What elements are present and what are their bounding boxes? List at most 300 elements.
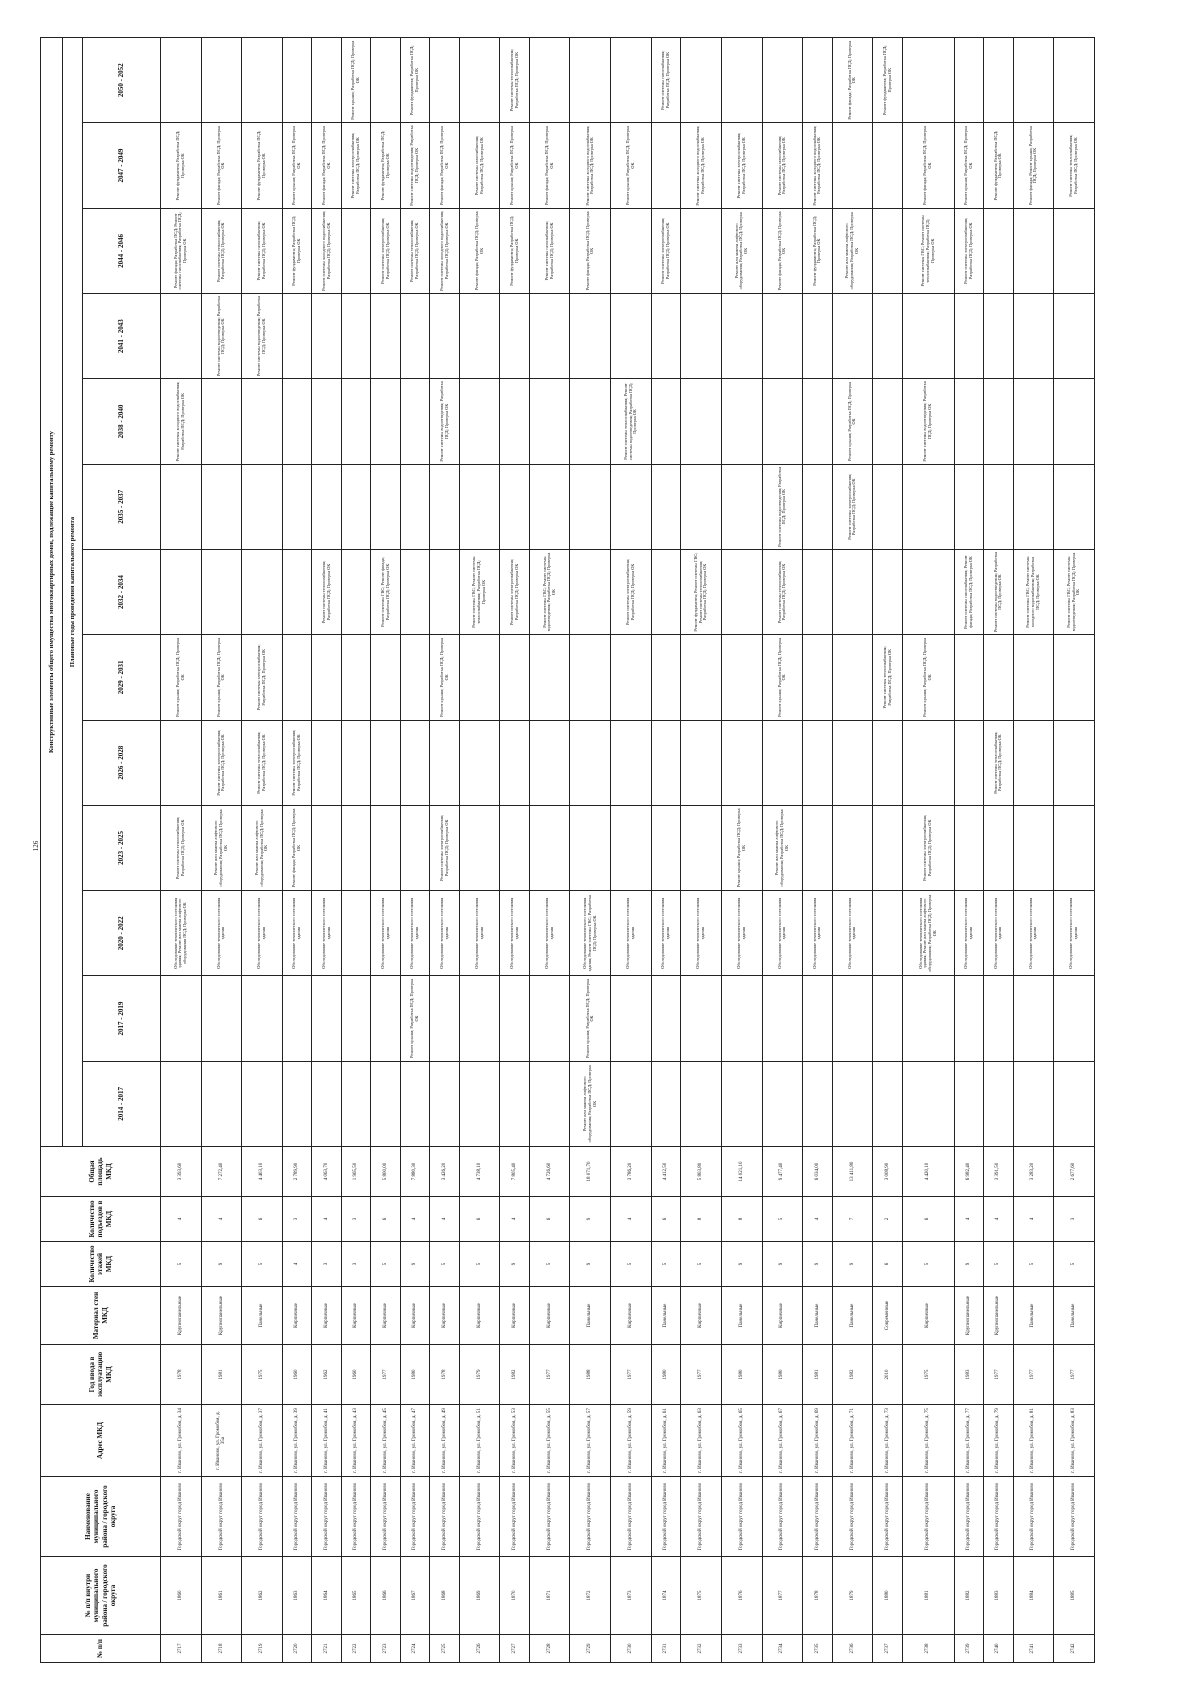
repair-work-cell [803, 1061, 832, 1146]
floors-cell: 5 [984, 1242, 1013, 1287]
year-cell: 1977 [681, 1345, 722, 1405]
area-cell: 5 800,00 [371, 1147, 400, 1197]
area-cell: 2 789,90 [282, 1147, 311, 1197]
repair-work-cell: Ремонт крыши; Разработка ПСД; Проверка ОК [721, 805, 762, 890]
repair-work-cell [762, 720, 803, 805]
repair-work-cell [529, 1061, 570, 1146]
repair-work-cell [341, 1061, 370, 1146]
address-cell: г. Иваново, ул. Громобоя, д. 37 [242, 1405, 283, 1477]
material-cell: Панельные [803, 1287, 832, 1345]
repair-work-cell [1013, 464, 1054, 549]
row-sub-number: 1878 [803, 1557, 832, 1635]
material-cell: Панельные [721, 1287, 762, 1345]
repair-work-cell [161, 294, 202, 379]
repair-work-cell: Ремонт крыши; Разработка ПСД; Проверка ОК [341, 38, 370, 123]
repair-work-cell [570, 379, 611, 464]
material-cell: Панельные [1054, 1287, 1095, 1345]
repair-work-cell [651, 720, 680, 805]
repair-work-cell: Ремонт системы ГВС; Ремонт системы холодного водоснабжения; Разработка ПСД; Проверка ОК [1013, 549, 1054, 634]
entrances-cell: 4 [500, 1197, 529, 1242]
repair-work-cell: Ремонт системы газоснабжения; Разработка ПСД; Проверка ОК [529, 208, 570, 293]
repair-work-cell [1054, 1061, 1095, 1146]
year-cell: 1988 [570, 1345, 611, 1405]
repair-work-cell [611, 720, 652, 805]
repair-work-cell: Ремонт крыши; Разработка ПСД; Проверка ОК [570, 976, 611, 1061]
period-header: 2020 - 2022 [83, 891, 161, 976]
repair-work-cell: Ремонт или замена лифтового оборудования; Разработка ПСД; Проверка ОК [762, 805, 803, 890]
repair-work-cell [803, 38, 832, 123]
repair-work-cell [832, 635, 873, 720]
area-cell: 3 391,50 [984, 1147, 1013, 1197]
table-row [954, 38, 983, 1663]
entrances-cell: 5 [762, 1197, 803, 1242]
repair-work-cell [1054, 635, 1095, 720]
entrances-cell: 4 [161, 1197, 202, 1242]
repair-work-cell [1013, 805, 1054, 890]
repair-work-cell [500, 805, 529, 890]
repair-work-cell [500, 720, 529, 805]
capital-repair-table [40, 37, 1095, 1663]
row-sub-number: 1873 [611, 1557, 652, 1635]
repair-work-cell [400, 720, 429, 805]
repair-work-cell: Ремонт фундамента; Разработка ПСД; Проверка ОК [873, 38, 902, 123]
repair-work-cell: Обследование технического состояния здания [282, 891, 311, 976]
period-header: 2017 - 2019 [83, 976, 161, 1061]
repair-work-cell [721, 635, 762, 720]
area-cell: 3 786,20 [611, 1147, 652, 1197]
repair-work-cell [400, 635, 429, 720]
table-row [430, 38, 459, 1663]
repair-work-cell [721, 1061, 762, 1146]
repair-work-cell [873, 379, 902, 464]
address-cell: г. Иваново, ул. Громобоя, д. 65 [721, 1405, 762, 1477]
row-number: 2739 [954, 1635, 983, 1663]
floors-cell: 5 [242, 1242, 283, 1287]
row-number: 2734 [762, 1635, 803, 1663]
row-sub-number: 1874 [651, 1557, 680, 1635]
repair-work-cell: Ремонт системы теплоснабжения; Разработка ПСД; Проверка ОК [1054, 123, 1095, 208]
repair-work-cell [430, 294, 459, 379]
row-number: 2731 [651, 1635, 680, 1663]
year-cell: 1977 [529, 1345, 570, 1405]
repair-work-cell [242, 38, 283, 123]
entrances-cell: 4 [803, 1197, 832, 1242]
repair-work-cell [529, 294, 570, 379]
col-header-floors: Количество этажей МКД [41, 1242, 161, 1287]
repair-work-cell: Ремонт системы водоотведения; Разработка ПСД; Проверка ОК [430, 379, 459, 464]
table-row [400, 38, 429, 1663]
repair-work-cell: Ремонт системы ГВС; Ремонт системы теплоснабжения; Разработка ПСД; Проверка ОК [459, 549, 500, 634]
repair-work-cell [681, 294, 722, 379]
material-cell: Кирпичные [529, 1287, 570, 1345]
floors-cell: 9 [721, 1242, 762, 1287]
repair-work-cell: Ремонт системы водоотведения; Разработка ПСД; Проверка ОК [984, 549, 1013, 634]
repair-work-cell: Ремонт крыши; Разработка ПСД; Проверка ОК [400, 976, 429, 1061]
address-cell: г. Иваново, ул. Громобоя, д. 39 [282, 1405, 311, 1477]
repair-work-cell [201, 464, 242, 549]
repair-work-cell: Ремонт системы теплоснабжения; Ремонт системы водоотведения; Разработка ПСД; Проверка ОК [611, 379, 652, 464]
repair-work-cell: Ремонт фасада; Разработка ПСД; Ремонт системы газоснабжения; Разработка ПСД; Проверка ОК [161, 208, 202, 293]
repair-work-cell: Ремонт системы электроснабжения; Разработка ПСД; Проверка ОК [902, 805, 954, 890]
row-number: 2733 [721, 1635, 762, 1663]
repair-work-cell: Обследование технического состояния здания [400, 891, 429, 976]
repair-work-cell [651, 635, 680, 720]
repair-work-cell [161, 720, 202, 805]
district-cell: Городской округ город Иваново [400, 1477, 429, 1557]
repair-work-cell [371, 720, 400, 805]
repair-work-cell [1054, 805, 1095, 890]
repair-work-cell [341, 891, 370, 976]
repair-work-cell [832, 1061, 873, 1146]
repair-work-cell: Ремонт системы электроснабжения; Разработка ПСД; Проверка ОК [651, 208, 680, 293]
address-cell: г. Иваново, ул. Громобоя, д. 63 [681, 1405, 722, 1477]
entrances-cell: 2 [873, 1197, 902, 1242]
floors-cell: 9 [762, 1242, 803, 1287]
year-cell: 1962 [312, 1345, 341, 1405]
repair-work-cell [681, 635, 722, 720]
repair-work-cell: Ремонт системы водоотведения; Разработка ПСД; Проверка ОК [242, 294, 283, 379]
repair-work-cell [902, 720, 954, 805]
repair-work-cell [400, 379, 429, 464]
repair-work-cell [430, 549, 459, 634]
year-cell: 1978 [161, 1345, 202, 1405]
address-cell: г. Иваново, ул. Громобоя, д. 75 [902, 1405, 954, 1477]
repair-work-cell: Ремонт крыши; Разработка ПСД; Проверка ОК [832, 379, 873, 464]
repair-work-cell: Ремонт системы ГВС; Ремонт фасада; Разработка ПСД; Проверка ОК [371, 549, 400, 634]
repair-work-cell [873, 549, 902, 634]
year-cell: 1980 [762, 1345, 803, 1405]
district-cell: Городской округ город Иваново [371, 1477, 400, 1557]
repair-work-cell [681, 976, 722, 1061]
repair-work-cell [282, 1061, 311, 1146]
repair-work-cell: Ремонт системы ГВС; Ремонт системы водоотведения; Разработка ПСД; Проверка ОК [1054, 549, 1095, 634]
table-row [762, 38, 803, 1663]
repair-work-cell: Ремонт крыши; Разработка ПСД; Проверка ОК [762, 635, 803, 720]
repair-work-cell: Обследование технического состояния здания [529, 891, 570, 976]
row-number: 2722 [341, 1635, 370, 1663]
repair-work-cell [341, 976, 370, 1061]
repair-work-cell [400, 805, 429, 890]
year-cell: 1960 [341, 1345, 370, 1405]
floors-cell: 9 [954, 1242, 983, 1287]
period-header: 2026 - 2028 [83, 720, 161, 805]
repair-work-cell [832, 720, 873, 805]
page-number: 126 [32, 840, 40, 852]
period-header: 2038 - 2040 [83, 379, 161, 464]
row-sub-number: 1863 [282, 1557, 311, 1635]
repair-work-cell [651, 549, 680, 634]
table-row [681, 38, 722, 1663]
repair-work-cell: Обследование технического состояния здания [721, 891, 762, 976]
repair-work-cell: Ремонт системы ГВС; Ремонт системы водоотведения; Разработка ПСД; Проверка ОК [529, 549, 570, 634]
table-row [984, 38, 1013, 1663]
repair-work-cell [371, 294, 400, 379]
repair-work-cell [984, 38, 1013, 123]
floors-cell: 5 [611, 1242, 652, 1287]
row-sub-number: 1875 [681, 1557, 722, 1635]
floors-cell: 5 [651, 1242, 680, 1287]
floors-cell: 3 [341, 1242, 370, 1287]
material-cell: Панельные [1013, 1287, 1054, 1345]
period-header: 2041 - 2043 [83, 294, 161, 379]
repair-work-cell [371, 1061, 400, 1146]
year-cell: 1981 [201, 1345, 242, 1405]
repair-work-cell [459, 720, 500, 805]
repair-work-cell [529, 720, 570, 805]
entrances-cell: 4 [984, 1197, 1013, 1242]
repair-work-cell [459, 38, 500, 123]
year-cell: 1975 [242, 1345, 283, 1405]
repair-work-cell [803, 805, 832, 890]
repair-work-cell [902, 976, 954, 1061]
repair-work-cell [832, 549, 873, 634]
repair-work-cell [984, 294, 1013, 379]
repair-work-cell [1013, 635, 1054, 720]
repair-work-cell [721, 976, 762, 1061]
material-cell: Кирпичные [902, 1287, 954, 1345]
repair-work-cell [984, 805, 1013, 890]
col-header-material: Материал стен МКД [41, 1287, 161, 1345]
entrances-cell: 4 [312, 1197, 341, 1242]
repair-work-cell [803, 464, 832, 549]
repair-work-cell: Ремонт системы холодного водоснабжения; Разработка ПСД; Проверка ОК [161, 379, 202, 464]
repair-work-cell [371, 635, 400, 720]
repair-work-cell: Ремонт фундамента; Разработка ПСД; Проверка ОК [282, 208, 311, 293]
row-sub-number: 1868 [430, 1557, 459, 1635]
period-header: 2044 - 2046 [83, 208, 161, 293]
repair-work-cell: Ремонт фасада; Разработка ПСД; Проверка ОК [201, 123, 242, 208]
repair-work-cell [984, 379, 1013, 464]
period-header: 2029 - 2031 [83, 635, 161, 720]
district-cell: Городской округ город Иваново [570, 1477, 611, 1557]
repair-work-cell: Обследование технического состояния здания; Ремонт или замена лифтового оборудования ПСД; Проверка ОК [161, 891, 202, 976]
repair-work-cell [312, 1061, 341, 1146]
floors-cell: 9 [500, 1242, 529, 1287]
repair-work-cell: Ремонт системы холодного водоснабжения; Разработка ПСД; Проверка ОК [570, 123, 611, 208]
repair-work-cell: Обследование технического состояния здания [954, 891, 983, 976]
repair-work-cell [651, 805, 680, 890]
repair-work-cell [762, 976, 803, 1061]
repair-work-cell [201, 1061, 242, 1146]
repair-work-cell [529, 379, 570, 464]
floors-cell: 5 [371, 1242, 400, 1287]
repair-work-cell [529, 805, 570, 890]
repair-work-cell [832, 294, 873, 379]
repair-work-cell: Ремонт системы водоотведения; Разработка ПСД; Проверка ОК [400, 123, 429, 208]
area-cell: 4 403,10 [242, 1147, 283, 1197]
address-cell: г. Иваново, ул. Громобоя, д. 67 [762, 1405, 803, 1477]
repair-work-cell [312, 294, 341, 379]
repair-work-cell: Обследование технического состояния здания [201, 891, 242, 976]
repair-work-cell: Ремонт крыши; Разработка ПСД; Проверка ОК [430, 635, 459, 720]
repair-work-cell [651, 123, 680, 208]
repair-work-cell: Ремонт системы электроснабжения; Разработка ПСД; Проверка ОК [242, 635, 283, 720]
repair-work-cell [954, 38, 983, 123]
repair-work-cell [242, 976, 283, 1061]
repair-work-cell [201, 379, 242, 464]
repair-work-cell [312, 805, 341, 890]
repair-work-cell [873, 1061, 902, 1146]
area-cell: 4 738,10 [459, 1147, 500, 1197]
repair-work-cell [954, 294, 983, 379]
address-cell: г. Иваново, ул. Громобоя, д. 83 [1054, 1405, 1095, 1477]
table-row [161, 38, 202, 1663]
material-cell: Панельные [570, 1287, 611, 1345]
district-cell: Городской округ город Иваново [1013, 1477, 1054, 1557]
group-title: Конструктивные элементы общего имущества многоквартирных домов, подлежащие капитальному ремонту [41, 38, 63, 1147]
repair-work-cell [1013, 720, 1054, 805]
address-cell: г. Иваново, ул. Громобоя, д. 59 [611, 1405, 652, 1477]
repair-work-cell: Ремонт системы ГВС; Ремонт системы теплоснабжения; Разработка ПСД; Проверка ОК [902, 208, 954, 293]
repair-work-cell [570, 38, 611, 123]
repair-work-cell: Ремонт крыши; Разработка ПСД; Проверка ОК [954, 123, 983, 208]
floors-cell: 9 [400, 1242, 429, 1287]
repair-work-cell: Обследование технического состояния здания [371, 891, 400, 976]
district-cell: Городской округ город Иваново [954, 1477, 983, 1557]
col-header-year: Год ввода в эксплуатацию МКД [41, 1345, 161, 1405]
year-cell: 2010 [873, 1345, 902, 1405]
repair-work-cell [832, 976, 873, 1061]
table-row [282, 38, 311, 1663]
repair-work-cell: Ремонт системы электроснабжения; Разработка ПСД; Проверка ОК [371, 208, 400, 293]
repair-work-cell: Ремонт системы холодного водоснабжения; Разработка ПСД; Проверка ОК [681, 123, 722, 208]
year-cell: 1977 [1013, 1345, 1054, 1405]
repair-work-cell [529, 976, 570, 1061]
repair-work-cell [400, 549, 429, 634]
table-row [902, 38, 954, 1663]
repair-work-cell: Ремонт системы теплоснабжения; Разработка ПСД; Проверка ОК [984, 720, 1013, 805]
table-row [312, 38, 341, 1663]
repair-work-cell [611, 464, 652, 549]
entrances-cell: 8 [681, 1197, 722, 1242]
year-cell: 1975 [902, 1345, 954, 1405]
repair-work-cell [201, 38, 242, 123]
repair-work-cell: Ремонт или замена лифтового оборудования; Разработка ПСД; Проверка ОК [832, 208, 873, 293]
row-number: 2723 [371, 1635, 400, 1663]
repair-work-cell [282, 549, 311, 634]
repair-work-cell: Обследование технического состояния здания [832, 891, 873, 976]
address-cell: г. Иваново, ул. Громобоя, д. 81 [1013, 1405, 1054, 1477]
repair-work-cell: Ремонт системы газоснабжения; Разработка ПСД; Проверка ОК [762, 123, 803, 208]
repair-work-cell: Ремонт крыши; Разработка ПСД; Проверка ОК [282, 123, 311, 208]
repair-work-cell [312, 635, 341, 720]
repair-work-cell [873, 720, 902, 805]
repair-work-cell [242, 549, 283, 634]
repair-work-cell [570, 294, 611, 379]
row-number: 2741 [1013, 1635, 1054, 1663]
row-sub-number: 1882 [954, 1557, 983, 1635]
repair-work-cell [312, 464, 341, 549]
repair-work-cell: Обследование технического состояния здания [651, 891, 680, 976]
area-cell: 3 283,20 [1013, 1147, 1054, 1197]
row-sub-number: 1872 [570, 1557, 611, 1635]
address-cell: г. Иваново, ул. Громобоя, д. 34 [161, 1405, 202, 1477]
repair-work-cell: Ремонт крыши; Разработка ПСД; Проверка ОК [161, 635, 202, 720]
period-header: 2050 - 2052 [83, 38, 161, 123]
repair-work-cell [529, 464, 570, 549]
floors-cell: 5 [681, 1242, 722, 1287]
repair-work-cell: Ремонт фундамента; Разработка ПСД; Проверка ОК [161, 123, 202, 208]
repair-work-cell [902, 294, 954, 379]
entrances-cell: 6 [651, 1197, 680, 1242]
repair-work-cell: Обследование технического состояния здания [430, 891, 459, 976]
district-cell: Городской округ город Иваново [803, 1477, 832, 1557]
col-header-sub-number: № п/п внутри муниципального района / городского округа [41, 1557, 161, 1635]
area-cell: 6 982,40 [954, 1147, 983, 1197]
entrances-cell: 4 [954, 1197, 983, 1242]
row-number: 2721 [312, 1635, 341, 1663]
table-row [611, 38, 652, 1663]
area-cell: 5 803,80 [681, 1147, 722, 1197]
table-row [1054, 38, 1095, 1663]
address-cell: г. Иваново, ул. Громобоя, д. 55 [529, 1405, 570, 1477]
area-cell: 7 272,40 [201, 1147, 242, 1197]
row-number: 2725 [430, 1635, 459, 1663]
repair-work-cell [459, 635, 500, 720]
repair-work-cell: Ремонт системы газоснабжения; Разработка ПСД; Проверка ОК [459, 123, 500, 208]
entrances-cell: 3 [341, 1197, 370, 1242]
table-row [832, 38, 873, 1663]
repair-work-cell [832, 805, 873, 890]
district-cell: Городской округ город Иваново [312, 1477, 341, 1557]
repair-work-cell [954, 464, 983, 549]
repair-work-cell: Обследование технического состояния здания [984, 891, 1013, 976]
repair-work-cell [873, 294, 902, 379]
entrances-cell: 4 [611, 1197, 652, 1242]
repair-work-cell [803, 720, 832, 805]
row-sub-number: 1876 [721, 1557, 762, 1635]
repair-work-cell [459, 379, 500, 464]
repair-work-cell [341, 635, 370, 720]
repair-work-cell [430, 38, 459, 123]
repair-work-cell: Ремонт фасада; Разработка ПСД; Проверка ОК [459, 208, 500, 293]
repair-work-cell: Ремонт или замена лифтового оборудования; Разработка ПСД; Проверка ОК [242, 805, 283, 890]
address-cell: г. Иваново, ул. Громобоя, д. 53 [500, 1405, 529, 1477]
entrances-cell: 4 [430, 1197, 459, 1242]
repair-work-cell [459, 464, 500, 549]
repair-work-cell [161, 38, 202, 123]
repair-work-cell [282, 379, 311, 464]
repair-work-cell [984, 635, 1013, 720]
repair-work-cell [873, 123, 902, 208]
repair-work-cell [803, 635, 832, 720]
material-cell: Крупнопанельные [954, 1287, 983, 1345]
table-row [242, 38, 283, 1663]
repair-work-cell: Ремонт фундамента; Разработка ПСД; Проверка ОК [803, 208, 832, 293]
table-row [371, 38, 400, 1663]
repair-work-cell [954, 805, 983, 890]
repair-work-cell: Ремонт системы теплоснабжения; Разработка ПСД; Проверка ОК [201, 208, 242, 293]
repair-work-cell: Ремонт фундамента; Разработка ПСД; Проверка ОК [500, 208, 529, 293]
repair-work-cell [954, 379, 983, 464]
entrances-cell: 4 [201, 1197, 242, 1242]
row-number: 2736 [832, 1635, 873, 1663]
repair-work-cell [570, 635, 611, 720]
repair-work-cell [371, 379, 400, 464]
repair-work-cell: Ремонт фасада; Разработка ПСД; Проверка ОК [282, 805, 311, 890]
repair-work-cell [873, 976, 902, 1061]
repair-work-cell: Ремонт системы электроснабжения; Разработка ПСД; Проверка ОК [201, 720, 242, 805]
row-number: 2730 [611, 1635, 652, 1663]
district-cell: Городской округ город Иваново [902, 1477, 954, 1557]
repair-work-cell [873, 805, 902, 890]
row-number: 2728 [529, 1635, 570, 1663]
repair-work-cell [902, 464, 954, 549]
year-cell: 1977 [371, 1345, 400, 1405]
row-number: 2727 [500, 1635, 529, 1663]
area-cell: 3 393,60 [161, 1147, 202, 1197]
repair-work-cell [400, 1061, 429, 1146]
